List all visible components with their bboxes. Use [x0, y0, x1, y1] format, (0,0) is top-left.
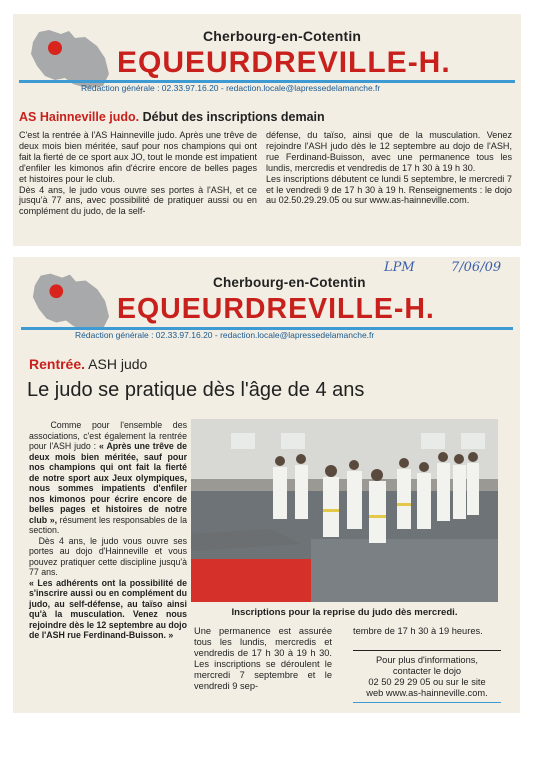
- handwritten-date: 7/06/09: [451, 260, 502, 275]
- article-column-1: [19, 130, 257, 217]
- kicker-label: Rentrée.: [29, 356, 86, 372]
- paragraph: C'est la rentrée à l'AS Hainneville judo. Après une trêve de deux mois bien méritée, sauf pour nos champions qui ont fait la fierté de ce sport aux JO, tout le monde est impatient d'enfiler les kimonos afin d'écrire encore de belles pages et histoires pour le club.: [19, 130, 257, 184]
- info-line: web www.as-hainneville.com.: [366, 688, 488, 698]
- paragraph: Les inscriptions débutent ce lundi 5 septembre, le mercredi 7 et le vendredi 9 de 17 h 30 à 19 h. Renseignements : le dojo au 02.50.29.29.05 ou sur www.as-hainneville.com.: [266, 173, 512, 206]
- paragraph: [29, 420, 187, 536]
- headline-rest: Début des inscriptions demain: [142, 110, 325, 124]
- quote-span: « Après une trêve de deux mois bien méritée, sauf pour nos champions qui ont fait la fierté de notre sport aux Jeux olympiques, nous sommes impatients d'enfiler nos kimonos pour écrire encore de belles pages et histoires de notre club »,: [29, 441, 187, 525]
- paragraph: défense, du taïso, ainsi que de la musculation. Venez rejoindre l'ASH judo dès le 12 septembre au dojo de l'ASH, rue Ferdinand-Buisson, avec une permanence tous les lundis, mercredis et vendredis de 17 h 30 à 19 h 30.: [266, 130, 512, 173]
- article-column-2: [266, 130, 512, 206]
- kicker: [29, 356, 147, 372]
- paragraph: Dès 4 ans, le judo vous ouvre ses portes à l'ASH, et ce jusqu'à 77 ans, avec possibilité de pratiquer aussi ou en complément du judo, de la self-: [19, 184, 257, 217]
- text-span: résument les responsables de la section.: [29, 514, 187, 535]
- redaction-contact: Rédaction générale : 02.33.97.16.20 - redaction.locale@lapressedelamanche.fr: [75, 330, 375, 340]
- kicker-topic: ASH judo: [88, 356, 148, 372]
- clipping-bottom: [13, 257, 520, 713]
- info-box: [353, 650, 501, 703]
- judo-class-photo: [191, 419, 498, 602]
- article-title: Le judo se pratique dès l'âge de 4 ans: [27, 379, 365, 401]
- info-line: contacter le dojo: [392, 666, 462, 676]
- info-line: 02 50 29 29 05 ou sur le site: [368, 677, 486, 687]
- city-name: Cherbourg-en-Cotentin: [213, 275, 366, 290]
- handwritten-source: LPM: [384, 260, 415, 275]
- cotentin-map-icon: [27, 271, 111, 333]
- info-line: Pour plus d'informations,: [375, 655, 479, 665]
- masthead: EQUEURDREVILLE-H.: [117, 46, 451, 79]
- article-body-right: tembre de 17 h 30 à 19 heures.: [353, 626, 483, 636]
- article-body-left: [29, 420, 187, 641]
- headline-org: AS Hainneville judo.: [19, 110, 140, 124]
- photo-caption: Inscriptions pour la reprise du judo dès mercredi.: [231, 607, 458, 618]
- photo-illustration: [191, 419, 498, 602]
- clipping-top: [13, 14, 521, 246]
- redaction-contact: Rédaction générale : 02.33.97.16.20 - redaction.locale@lapressedelamanche.fr: [81, 83, 381, 93]
- text-span: Comme pour l'ensemble des associations, c'est également la rentrée pour l'ASH judo :: [29, 420, 187, 451]
- headline: [19, 110, 325, 124]
- city-name: Cherbourg-en-Cotentin: [203, 28, 362, 44]
- paragraph-quote: « Les adhérents ont la possibilité de s'inscrire aussi ou en complément du judo, au self-défense, au taïso ainsi qu'à la musculation. Venez nous rejoindre dès le 12 septembre au dojo de l'ASH rue Ferdinand-Buisson. »: [29, 577, 187, 640]
- paragraph: [29, 536, 187, 578]
- text-span: Dès 4 ans, le judo vous ouvre ses portes au dojo d'Hainneville et vous pouvez pratiquer cette discipline jusqu'à 77 ans.: [29, 535, 187, 577]
- masthead: EQUEURDREVILLE-H.: [117, 293, 435, 325]
- article-body-center: Une permanence est assurée tous les lundis, mercredis et vendredis de 17 h 30 à 19 h 30. Les inscriptions se déroulent le mercredi 7 septembre et le vendredi 9 sep-: [194, 626, 332, 691]
